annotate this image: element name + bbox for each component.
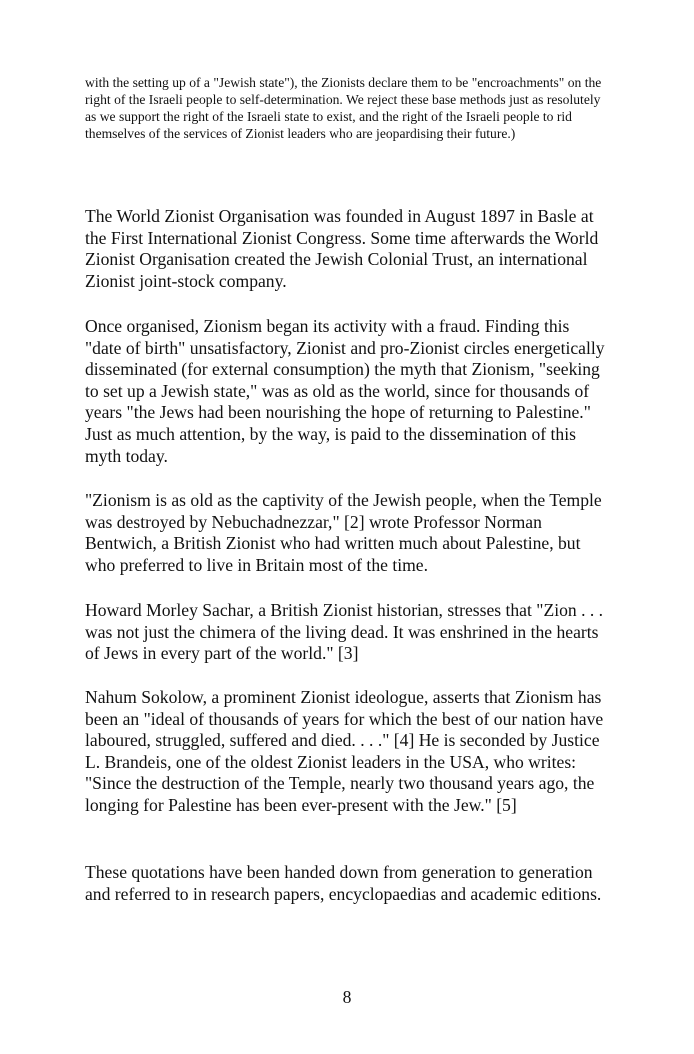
page-number: 8 <box>342 987 352 1007</box>
paragraph-2: Once organised, Zionism began its activity with a fraud. Finding this "date of birth" unsatisfactory, Zionist and pro-Zionist circles energetically disseminated (for external consumption) the myth that Zionism, "seeking to set up a Jewish state," was as old as the world, since for thousands of years "the Jews had been nourishing the hope of returning to Palestine." Just as much attention, by the way, is paid to the dissemination of this myth today. <box>85 316 605 466</box>
paragraph-5: Nahum Sokolow, a prominent Zionist ideologue, asserts that Zionism has been an "ideal of thousands of years for which the best of our nation have laboured, struggled, suffered and died. . . ." [4] He is seconded by Justice L. Brandeis, one of the oldest Zionist leaders in the USA, who writes: "Since the destruction of the Temple, nearly two thousand years ago, the longing for Palestine has been ever-present with the Jew." [5] <box>85 687 604 815</box>
paragraph-4: Howard Morley Sachar, a British Zionist historian, stresses that "Zion . . . was not just the chimera of the living dead. It was enshrined in the hearts of Jews in every part of the world." [3] <box>85 600 604 664</box>
paragraph-6: These quotations have been handed down from generation to generation and referred to in research papers, encyclopaedias and academic editions. <box>85 862 602 904</box>
paragraph-3: "Zionism is as old as the captivity of the Jewish people, when the Temple was destroyed by Nebuchadnezzar," [2] wrote Professor Norman Bentwich, a British Zionist who had written much about Palestine, but who preferred to live in Britain most of the time. <box>85 490 602 575</box>
paragraph-1: The World Zionist Organisation was founded in August 1897 in Basle at the First International Zionist Congress. Some time afterwards the World Zionist Organisation created the Jewish Colonial Trust, an international Zionist joint-stock company. <box>85 206 599 291</box>
footnote-continuation: with the setting up of a "Jewish state"), the Zionists declare them to be "encroachments" on the right of the Israeli people to self-determination. We reject these base methods just as resolutely as we support the right of the Israeli state to exist, and the right of the Israeli people to rid themselves of the services of Zionist leaders who are jeopardising their future.) <box>85 75 602 141</box>
